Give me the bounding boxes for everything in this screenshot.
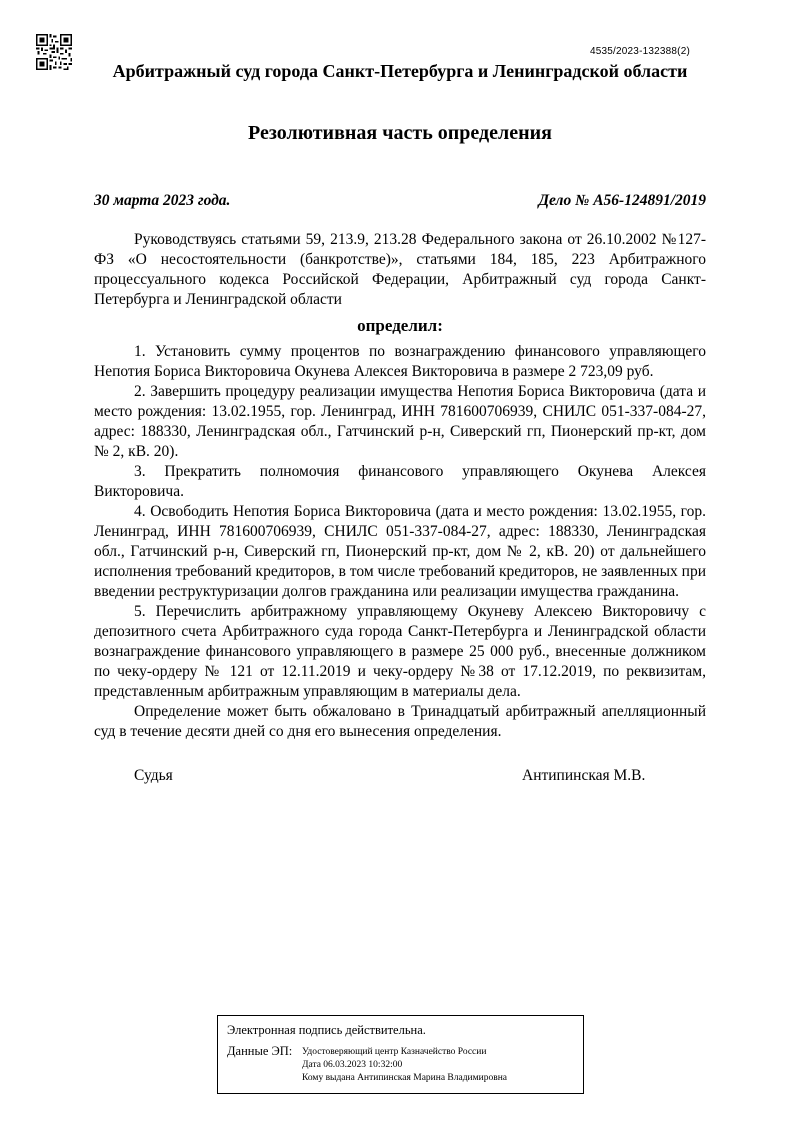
e-signature-box xyxy=(217,1015,584,1094)
case-number: Дело № А56-124891/2019 xyxy=(538,192,706,209)
decided-heading: определил: xyxy=(357,316,443,335)
judge-name: Антипинская М.В. xyxy=(522,767,646,784)
e-signature-issuer: Удостоверяющий центр Казначейство России xyxy=(302,1047,487,1057)
preamble-text: Руководствуясь статьями 59, 213.9, 213.28 Федерального закона от 26.10.2002 №127-ФЗ «О несостоятельности (банкротстве)», статьями 184, 185, 223 Арбитражного процессуального кодекса Российской Федерации, Арбитражный суд города Санкт-Петербурга и Ленинградской области xyxy=(94,231,706,308)
ruling-item-1: 1. Установить сумму процентов по вознаграждению финансового управляющего Непотия Бориса Викторовича Окунева Алексея Викторовича в размере 2 723,09 руб. xyxy=(94,343,706,380)
court-name: Арбитражный суд города Санкт-Петербурга и Ленинградской области xyxy=(112,61,688,81)
qr-code xyxy=(36,34,72,70)
e-signature-status: Электронная подпись действительна. xyxy=(227,1023,426,1037)
judge-role: Судья xyxy=(134,767,173,784)
ruling-items xyxy=(94,342,706,742)
qr-code-icon xyxy=(36,34,72,70)
ruling-item-4: 4. Освободить Непотия Бориса Викторовича (дата и место рождения: 13.02.1955, гор. Ленинград, ИНН 781600706939, СНИЛС 051-337-084-27, адрес: 188330, Ленинградская обл., Гатчинский р-н, Сиверский гп, Пионерский пр-кт, дом № 2, кВ. 20) от дальнейшего исполнения требований кредиторов, в том числе требований кредиторов, не заявленных при введении реструктуризации долгов гражданина или реализации имущества гражданина. xyxy=(94,503,706,600)
appeal-notice: Определение может быть обжаловано в Тринадцатый арбитражный апелляционный суд в течение десяти дней со дня его вынесения определения. xyxy=(94,703,706,740)
ruling-item-3: 3. Прекратить полномочия финансового управляющего Окунева Алексея Викторовича. xyxy=(94,463,706,500)
document-number: 4535/2023-132388(2) xyxy=(590,46,690,57)
preamble xyxy=(94,230,706,310)
e-signature-date: Дата 06.03.2023 10:32:00 xyxy=(302,1060,403,1070)
document-title: Резолютивная часть определения xyxy=(248,122,552,144)
ruling-item-2: 2. Завершить процедуру реализации имущества Непотия Бориса Викторовича (дата и место рождения: 13.02.1955, гор. Ленинград, ИНН 781600706939, СНИЛС 051-337-084-27, адрес: 188330, Ленинградская обл., Гатчинский р-н, Сиверский гп, Пионерский пр-кт, дом № 2, кВ. 20). xyxy=(94,383,706,460)
decision-date: 30 марта 2023 года. xyxy=(94,192,231,209)
e-signature-details xyxy=(302,1046,507,1085)
date-case-line xyxy=(94,191,706,211)
e-signature-label: Данные ЭП: xyxy=(227,1044,293,1058)
ruling-item-5: 5. Перечислить арбитражному управляющему Окуневу Алексею Викторовичу с депозитного счета Арбитражного суда города Санкт-Петербурга и Ленинградской области вознаграждение финансового управляющего в размере 25 000 руб., внесенные должником по чеку-ордеру № 121 от 12.11.2019 и чеку-ордеру №38 от 17.12.2019, по реквизитам, представленным арбитражным управляющим в материалы дела. xyxy=(94,603,706,700)
e-signature-owner: Кому выдана Антипинская Марина Владимировна xyxy=(302,1073,508,1083)
